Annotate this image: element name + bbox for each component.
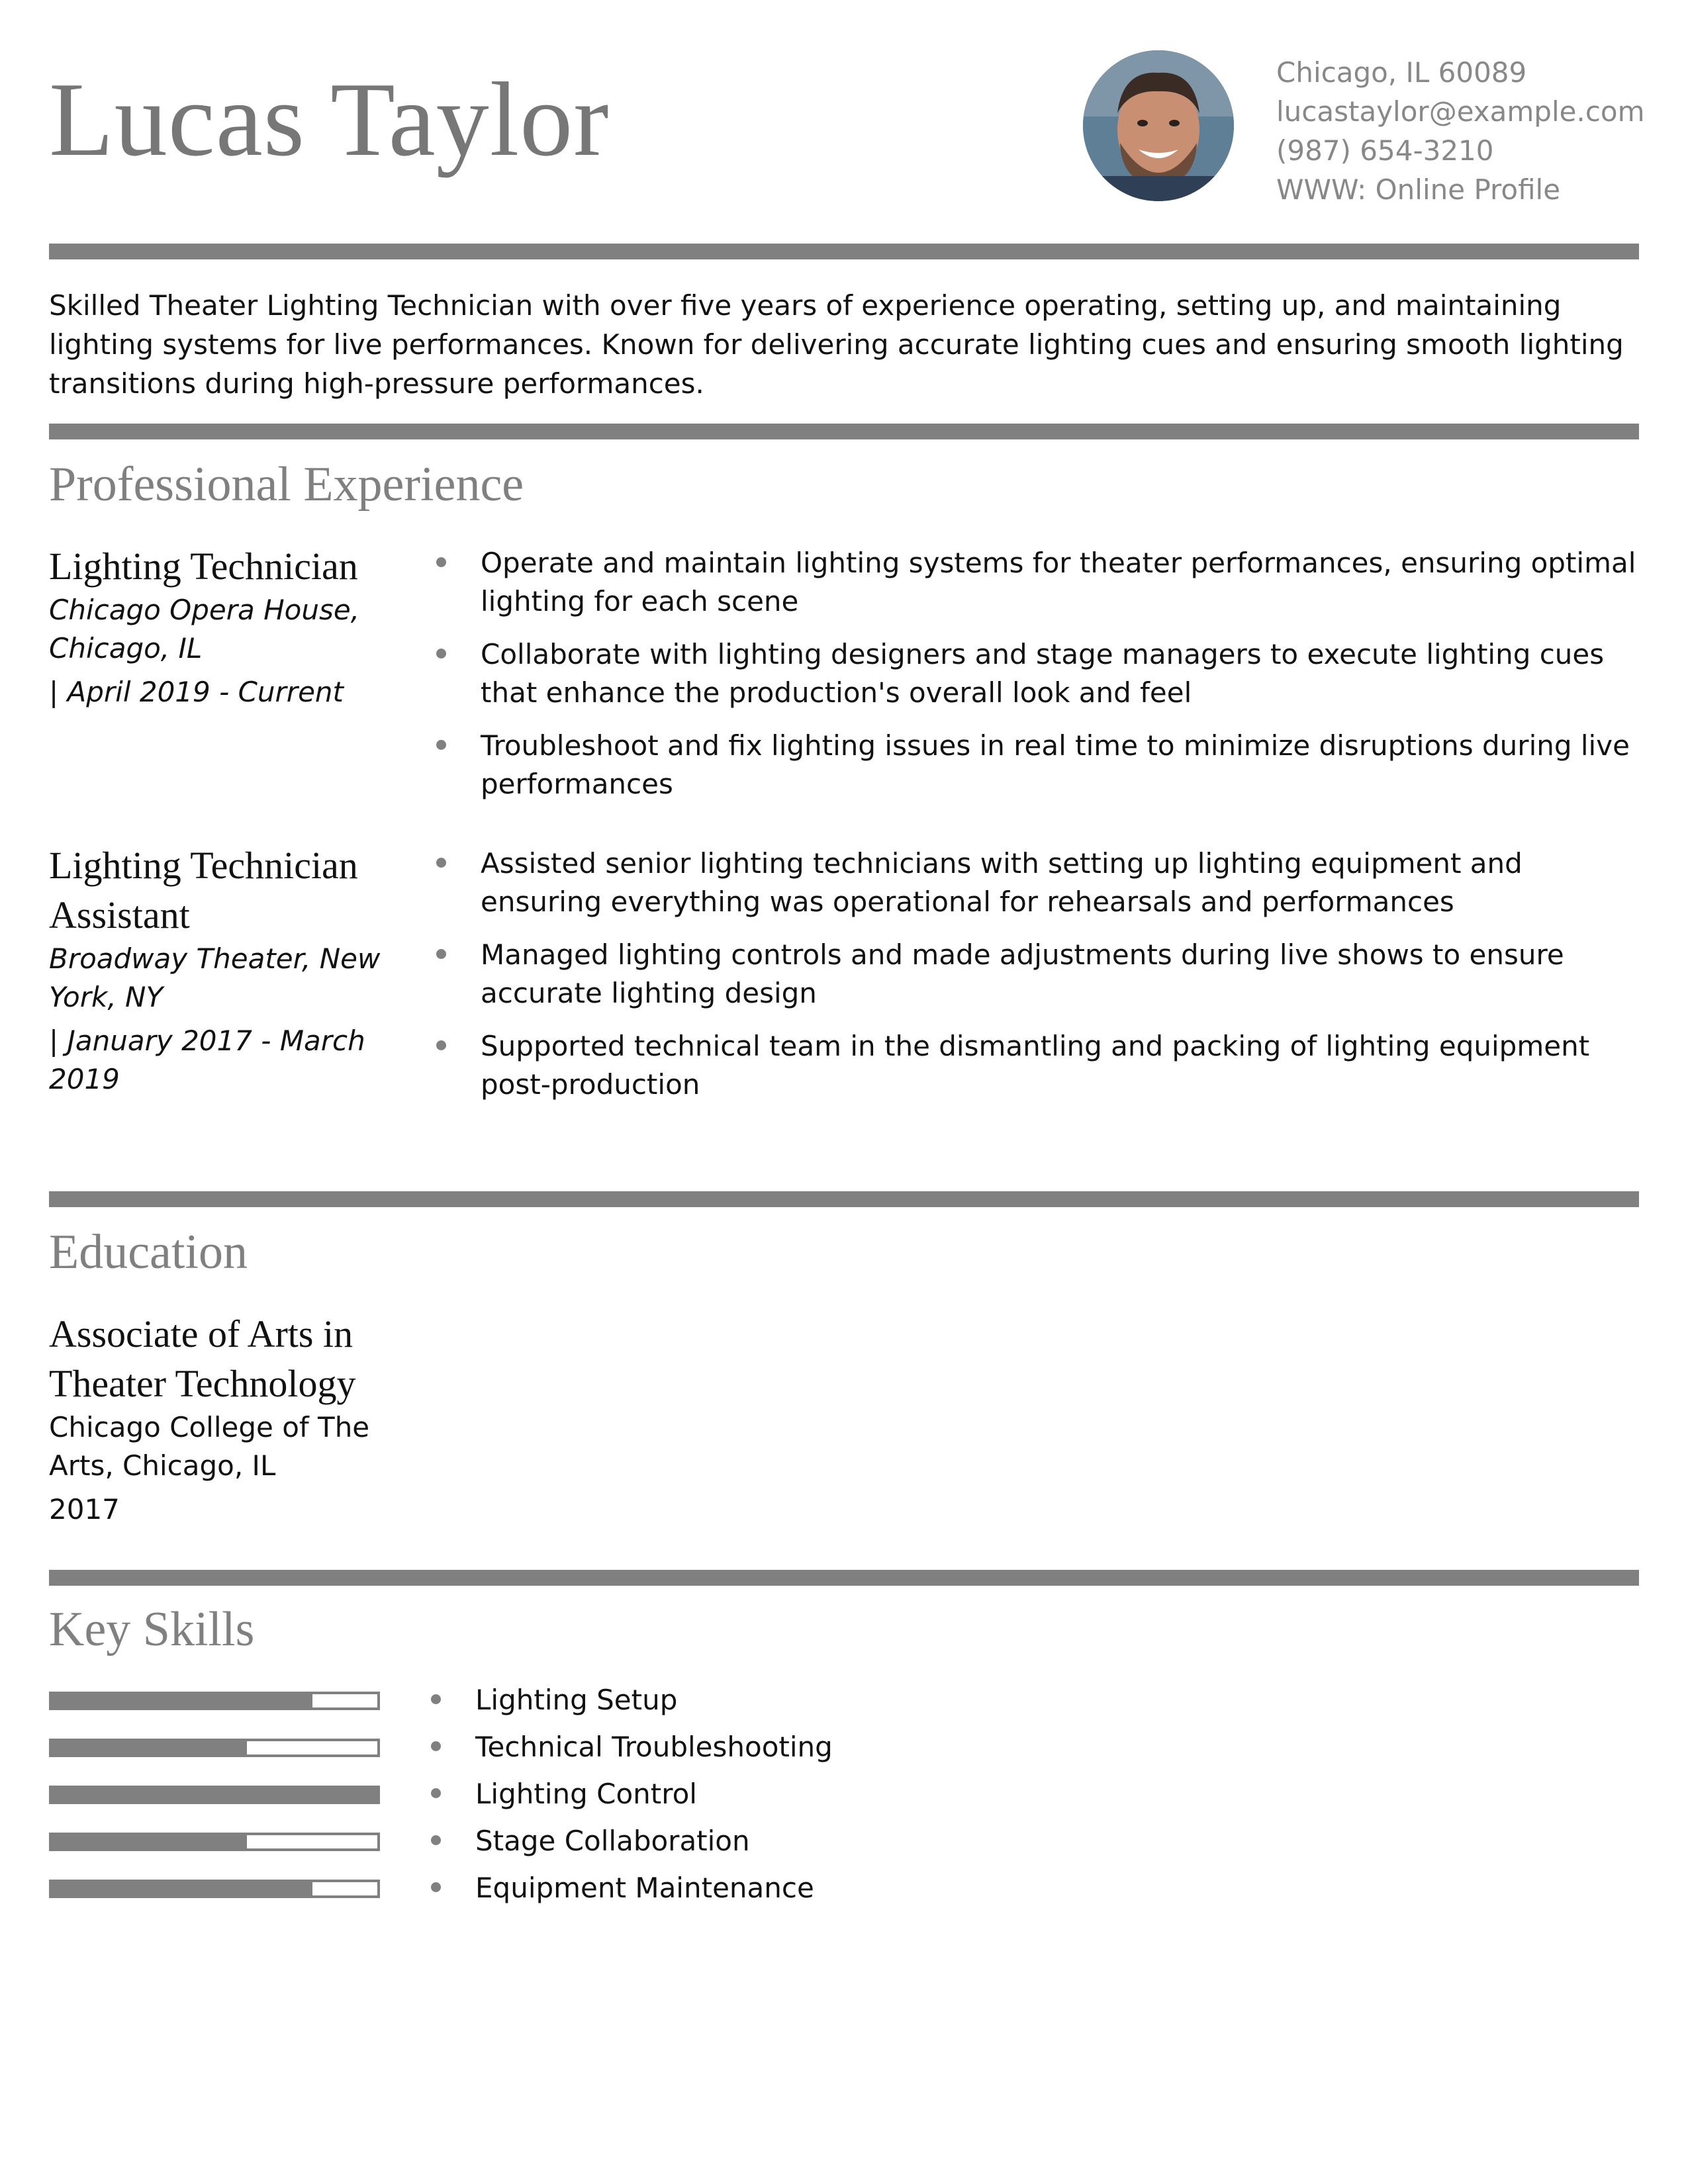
bullet-dot-icon bbox=[436, 949, 446, 959]
skill-level-fill bbox=[52, 1694, 312, 1707]
job-employer: Chicago Opera House bbox=[49, 594, 351, 626]
divider bbox=[49, 424, 1639, 439]
bullet-dot-icon bbox=[436, 740, 446, 750]
skills-section-title: Key Skills bbox=[49, 1602, 255, 1657]
candidate-name: Lucas Taylor bbox=[49, 60, 610, 178]
experience-section-title: Professional Experience bbox=[49, 457, 524, 512]
job-1-header bbox=[49, 541, 393, 711]
job-dates: | April 2019 - Current bbox=[49, 676, 344, 708]
list-item: Operate and maintain lighting systems for theater performances, ensuring optimal lighting for each scene bbox=[429, 544, 1640, 621]
divider bbox=[49, 1570, 1639, 1586]
skill-item bbox=[429, 1822, 750, 1860]
skill-level-fill bbox=[52, 1882, 312, 1895]
skill-level-bar bbox=[49, 1786, 380, 1804]
contact-website[interactable]: WWW: Online Profile bbox=[1276, 173, 1561, 206]
job-location: New York, NY bbox=[49, 942, 381, 1013]
bullet-dot-icon bbox=[431, 1694, 441, 1704]
skill-name: Technical Troubleshooting bbox=[475, 1731, 833, 1763]
job-2-header bbox=[49, 841, 393, 1099]
bullet-dot-icon bbox=[431, 1788, 441, 1798]
list-item: Supported technical team in the dismantling and packing of lighting equipment post-production bbox=[429, 1027, 1640, 1104]
education-degree: Associate of Arts in Theater Technology bbox=[49, 1312, 356, 1405]
contact-block bbox=[1276, 53, 1673, 209]
skill-name: Lighting Setup bbox=[475, 1684, 678, 1716]
skill-level-fill bbox=[52, 1788, 377, 1801]
skill-level-bar bbox=[49, 1880, 380, 1898]
job-title: Lighting Technician Assistant bbox=[49, 844, 358, 936]
divider bbox=[49, 1191, 1639, 1207]
bullet-dot-icon bbox=[436, 1040, 446, 1050]
skill-level-bar bbox=[49, 1692, 380, 1710]
job-2-bullets bbox=[429, 844, 1640, 1118]
skill-item bbox=[429, 1728, 833, 1766]
job-1-bullets bbox=[429, 544, 1640, 818]
summary-text: Skilled Theater Lighting Technician with over five years of experience operating, setting up, and maintaining lighting systems for live performances. Known for delivering accurate lighting cues and ensuring smooth lighting transitions during high-pressure performances. bbox=[49, 289, 1624, 400]
education-entry bbox=[49, 1309, 420, 1529]
bullet-dot-icon bbox=[436, 858, 446, 868]
education-year: 2017 bbox=[49, 1493, 120, 1525]
skill-item bbox=[429, 1775, 697, 1813]
bullet-dot-icon bbox=[431, 1835, 441, 1845]
contact-location: Chicago, IL 60089 bbox=[1276, 56, 1527, 89]
job-title: Lighting Technician bbox=[49, 545, 358, 588]
job-employer-location: Broadway Theater, New York, NY bbox=[49, 942, 381, 1013]
contact-phone[interactable]: (987) 654-3210 bbox=[1276, 134, 1494, 167]
divider bbox=[49, 244, 1639, 259]
job-employer-location: Chicago Opera House, Chicago, IL bbox=[49, 594, 360, 664]
list-item: Assisted senior lighting technicians with setting up lighting equipment and ensuring everything was operational for rehearsals and performances bbox=[429, 844, 1640, 921]
bullet-dot-icon bbox=[431, 1882, 441, 1892]
profile-photo bbox=[1083, 50, 1234, 201]
profile-photo-illustration bbox=[1083, 50, 1234, 201]
skill-level-bar bbox=[49, 1739, 380, 1757]
job-location: Chicago, IL bbox=[49, 632, 203, 664]
skill-item bbox=[429, 1869, 814, 1907]
skill-name: Stage Collaboration bbox=[475, 1825, 750, 1857]
skill-item bbox=[429, 1681, 677, 1719]
skill-name: Lighting Control bbox=[475, 1778, 697, 1810]
education-section-title: Education bbox=[49, 1225, 248, 1279]
list-item: Managed lighting controls and made adjustments during live shows to ensure accurate lighting design bbox=[429, 936, 1640, 1013]
list-item: Troubleshoot and fix lighting issues in real time to minimize disruptions during live performances bbox=[429, 727, 1640, 803]
skill-level-fill bbox=[52, 1741, 247, 1754]
job-employer: Broadway Theater bbox=[49, 942, 303, 975]
bullet-dot-icon bbox=[436, 557, 446, 567]
job-dates: | January 2017 - March 2019 bbox=[49, 1024, 365, 1095]
bullet-dot-icon bbox=[431, 1741, 441, 1751]
contact-email[interactable]: lucastaylor@example.com bbox=[1276, 95, 1645, 128]
list-item: Collaborate with lighting designers and stage managers to execute lighting cues that enhance the production's overall look and feel bbox=[429, 635, 1640, 712]
skill-level-bar bbox=[49, 1833, 380, 1851]
skill-name: Equipment Maintenance bbox=[475, 1872, 814, 1904]
skill-level-fill bbox=[52, 1835, 247, 1848]
education-school: Chicago College of The Arts, Chicago, IL bbox=[49, 1411, 370, 1482]
bullet-dot-icon bbox=[436, 649, 446, 659]
